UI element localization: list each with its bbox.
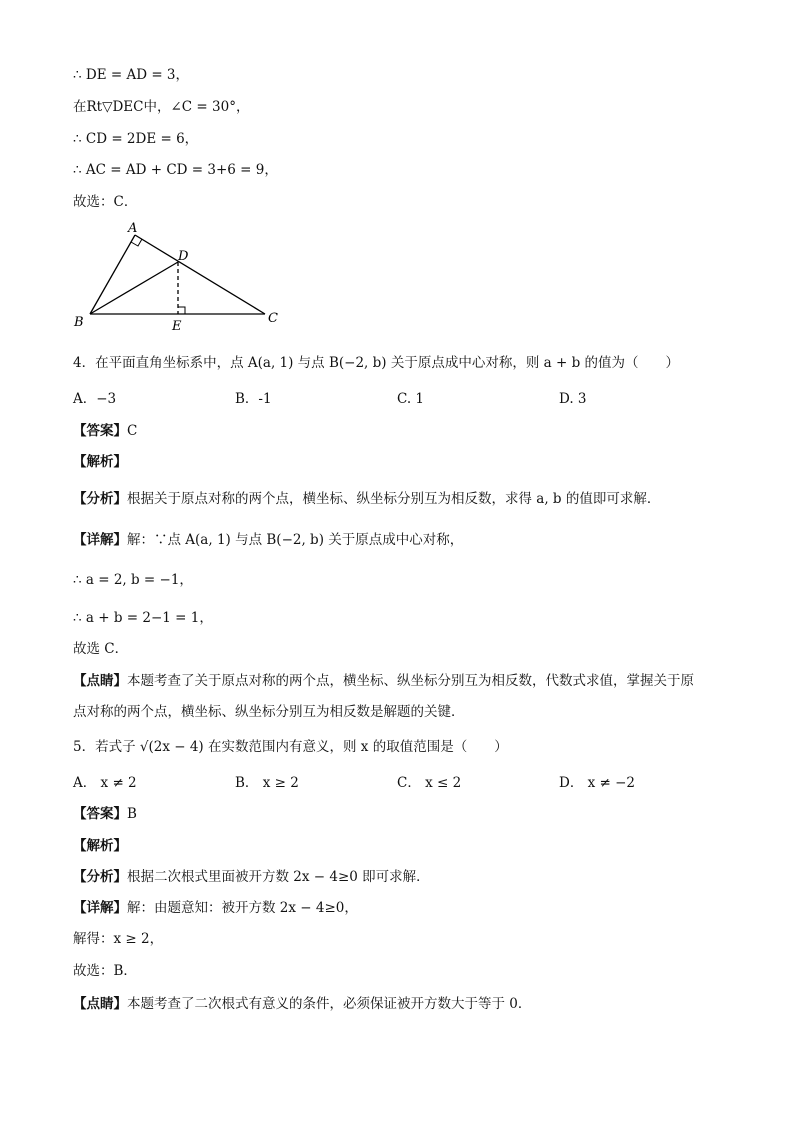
q5-analysis xyxy=(73,837,127,855)
q4-fenxi xyxy=(73,490,660,508)
q5-dianjing xyxy=(73,995,531,1013)
q4-step: 故选 C． xyxy=(73,641,129,657)
xiangjie-tag: 【详解】 xyxy=(73,900,127,916)
q5-step: 解得：x ≥ 2， xyxy=(73,931,164,947)
label-b: B xyxy=(74,315,84,330)
q4-analysis xyxy=(73,453,127,471)
q4-step: ∴ a = 2, b = −1， xyxy=(73,572,193,588)
q5-option-b: B． x ≥ 2 xyxy=(235,775,299,791)
fenxi-text: 根据关于原点对称的两个点，横坐标、纵坐标分别互为相反数，求得 a, b 的值即可求解． xyxy=(127,491,661,507)
q5-option-c: C． x ≤ 2 xyxy=(397,775,462,791)
q5-step: 故选：B． xyxy=(73,963,137,979)
dianjing-tag: 【点睛】 xyxy=(73,996,127,1012)
dianjing-text: 本题考查了二次根式有意义的条件，必须保证被开方数大于等于 0． xyxy=(127,996,532,1012)
dianjing-tag: 【点睛】 xyxy=(73,673,127,689)
q4-step: ∴ a + b = 2−1 = 1， xyxy=(73,610,213,626)
solution-line: ∴ DE = AD = 3， xyxy=(73,67,190,83)
solution-line: ∴ CD = 2DE = 6， xyxy=(73,131,199,147)
q4-xiangjie xyxy=(73,531,463,549)
analysis-tag: 【解析】 xyxy=(73,838,127,854)
label-d: D xyxy=(178,249,189,264)
q4-dianjing-cont: 点对称的两个点，横坐标、纵坐标分别互为相反数是解题的关键． xyxy=(73,704,465,720)
answer-value: C xyxy=(127,423,138,439)
fenxi-text: 根据二次根式里面被开方数 2x − 4≥0 即可求解． xyxy=(127,869,430,885)
solution-line: 在Rt▽DEC中，∠C = 30°， xyxy=(73,99,250,115)
analysis-tag: 【解析】 xyxy=(73,454,127,470)
label-e: E xyxy=(172,319,182,334)
q5-fenxi xyxy=(73,868,430,886)
q4-dianjing xyxy=(73,672,694,690)
q4-option-b: B．-1 xyxy=(235,391,272,407)
q4-option-a: A．−3 xyxy=(73,391,117,407)
dianjing-text: 本题考查了关于原点对称的两个点，横坐标、纵坐标分别互为相反数，代数式求值，掌握关于原 xyxy=(127,673,694,689)
segment-ab xyxy=(90,235,135,314)
fenxi-tag: 【分析】 xyxy=(73,869,127,885)
q5-option-d: D． x ≠ −2 xyxy=(559,775,636,791)
answer-tag: 【答案】 xyxy=(73,423,127,439)
answer-tag: 【答案】 xyxy=(73,806,127,822)
xiangjie-text: 解：由题意知：被开方数 2x − 4≥0， xyxy=(127,900,358,916)
q4-answer xyxy=(73,422,137,440)
q5-xiangjie xyxy=(73,899,358,917)
segment-bd xyxy=(90,262,178,314)
q5-stem: 5．若式子 √(2x − 4) 在实数范围内有意义，则 x 的取值范围是（ ） xyxy=(73,739,508,755)
q4-option-c: C. 1 xyxy=(397,391,425,407)
right-angle-mark-e xyxy=(178,307,185,314)
fenxi-tag: 【分析】 xyxy=(73,491,127,507)
label-c: C xyxy=(268,311,278,326)
answer-value: B xyxy=(127,806,137,822)
solution-line: 故选：C． xyxy=(73,194,138,210)
q4-option-d: D. 3 xyxy=(559,391,587,407)
xiangjie-text: 解：∵点 A(a, 1) 与点 B(−2, b) 关于原点成中心对称， xyxy=(127,532,464,548)
q5-answer xyxy=(73,805,137,823)
q4-stem: 4．在平面直角坐标系中，点 A(a, 1) 与点 B(−2, b) 关于原点成中心对称，则 a + b 的值为（ ） xyxy=(73,355,680,371)
label-a: A xyxy=(128,221,138,236)
segment-ac xyxy=(135,235,265,314)
triangle-figure xyxy=(70,220,290,335)
solution-line: ∴ AC = AD + CD = 3+6 = 9， xyxy=(73,162,278,178)
q5-option-a: A． x ≠ 2 xyxy=(73,775,137,791)
xiangjie-tag: 【详解】 xyxy=(73,532,127,548)
